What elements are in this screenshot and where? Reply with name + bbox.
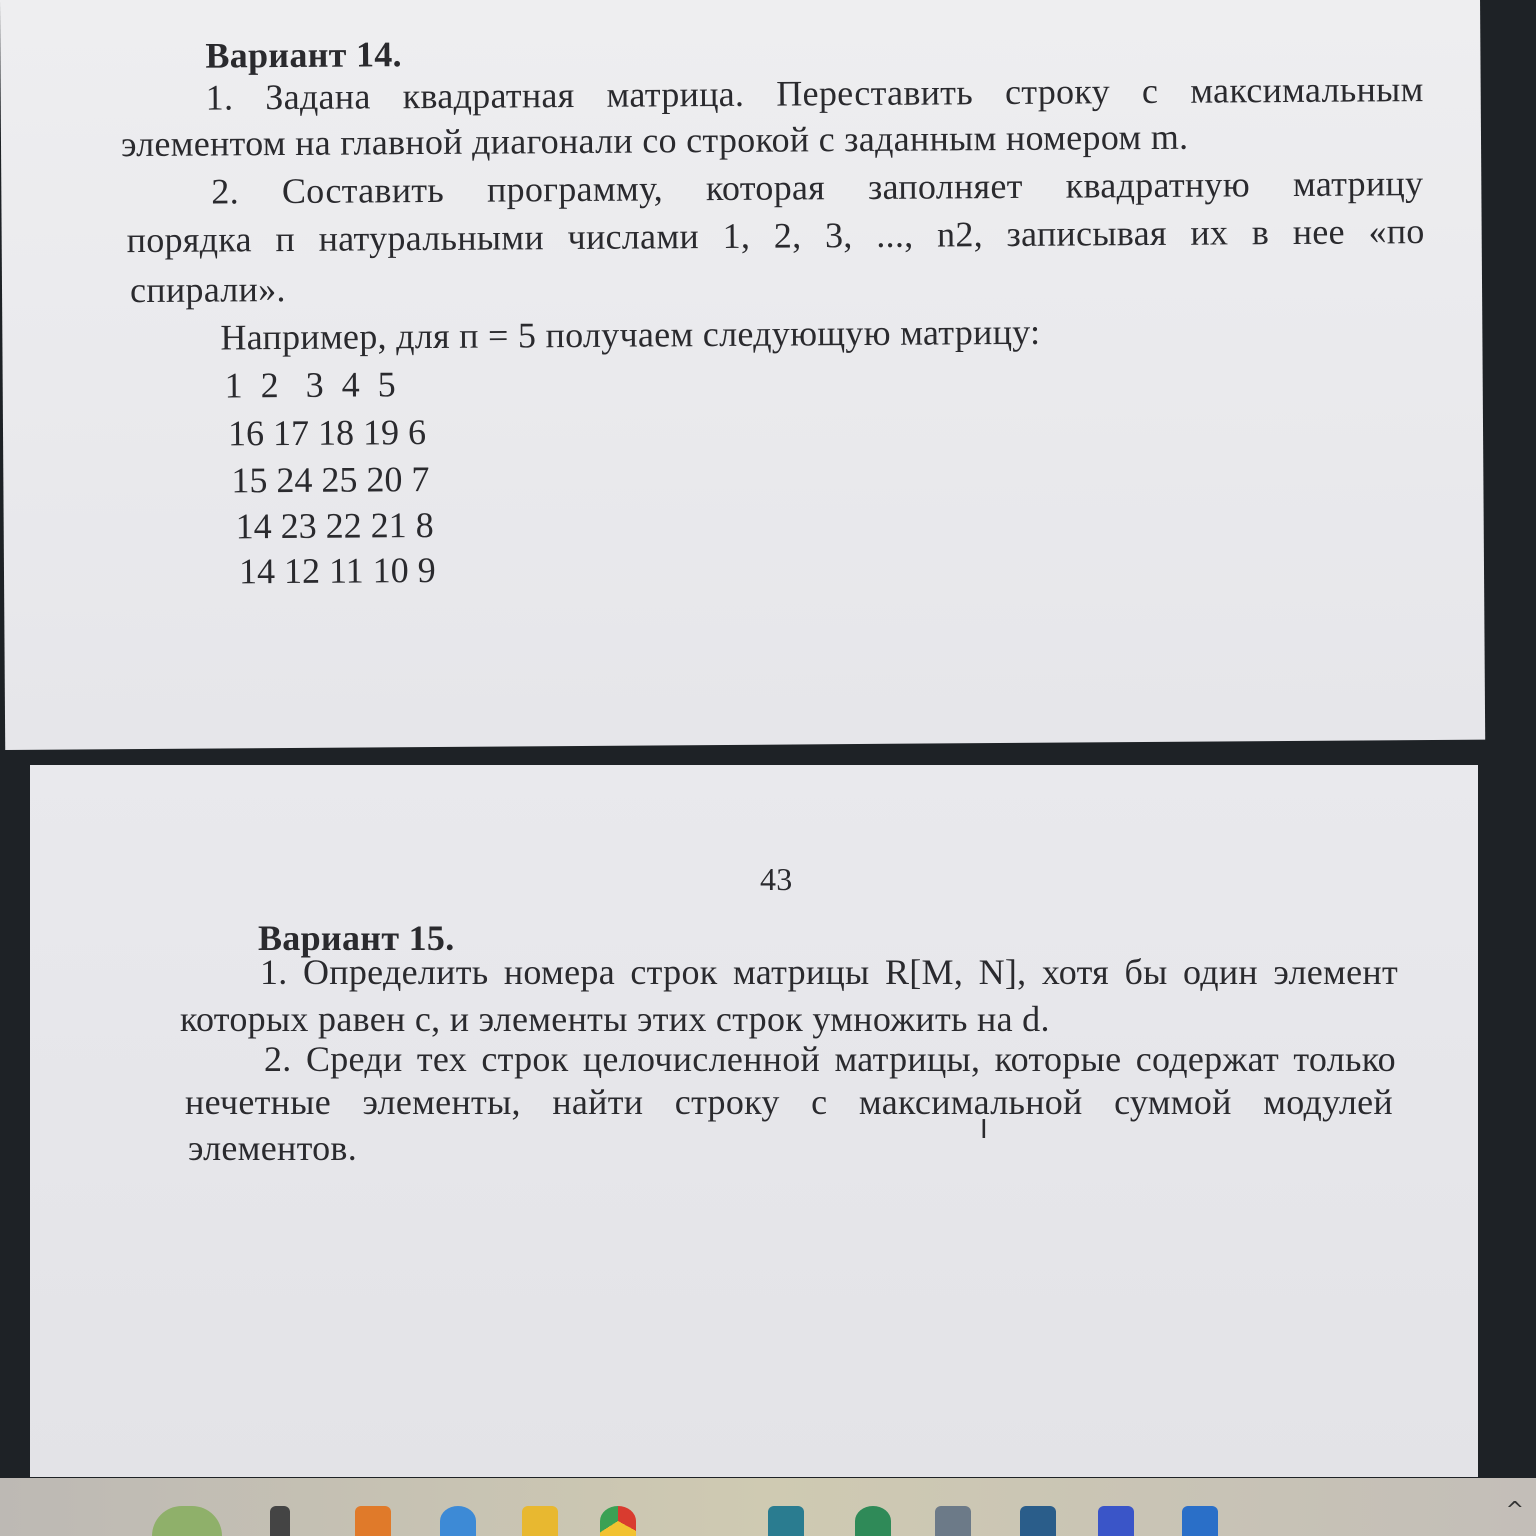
task-line: 2. Составить программу, которая заполняет квадратную матрицу <box>211 163 1424 212</box>
document-page-variant-14 <box>0 0 1485 750</box>
matrix-row: 15 24 25 20 7 <box>231 459 430 501</box>
task-line: 2. Среди тех строк целочисленной матрицы, которые содержат только <box>264 1039 1396 1079</box>
app-o-icon[interactable] <box>1098 1506 1134 1536</box>
calendar-icon[interactable] <box>935 1506 971 1536</box>
word-icon[interactable] <box>1182 1506 1218 1536</box>
task-line: элементов. <box>188 1128 358 1168</box>
maps-icon[interactable] <box>152 1506 222 1536</box>
m-app-icon[interactable] <box>1020 1506 1056 1536</box>
browser-k-icon[interactable] <box>440 1506 476 1536</box>
page-number: 43 <box>760 861 793 897</box>
matrix-row: 16 17 18 19 6 <box>227 412 427 454</box>
taskbar <box>0 1478 1536 1536</box>
app-icon[interactable] <box>768 1506 804 1536</box>
chevron-up-icon[interactable]: ^ <box>1505 1498 1524 1523</box>
folder-icon[interactable] <box>522 1506 558 1536</box>
task-line: которых равен с, и элементы этих строк умножить на d. <box>180 999 1050 1039</box>
whatsapp-icon[interactable] <box>855 1506 891 1536</box>
task-line: порядка п натуральными числами 1, 2, 3, ..., n2, записывая их в нее «по <box>126 211 1425 261</box>
document-page-variant-15 <box>30 765 1478 1477</box>
matrix-row: 14 12 11 10 9 <box>238 549 436 592</box>
example-intro: Например, для п = 5 получаем следующую матрицу: <box>220 311 1041 358</box>
task-line: нечетные элементы, найти строку с максимальной суммой модулей <box>185 1082 1393 1122</box>
task-line: 1. Задана квадратная матрица. Переставить строку с максимальным <box>205 69 1424 118</box>
task-line: спирали». <box>129 269 286 311</box>
variant-14-title: Вариант 14. <box>205 34 403 76</box>
camera-icon[interactable] <box>355 1506 391 1536</box>
matrix-row: 1 2 3 4 5 <box>224 364 396 406</box>
chrome-icon[interactable] <box>600 1506 636 1536</box>
variant-15-title: Вариант 15. <box>258 918 455 958</box>
matrix-row: 14 23 22 21 8 <box>235 504 434 547</box>
text-cursor-icon: I <box>980 1115 988 1145</box>
notepad-icon[interactable] <box>270 1506 290 1536</box>
task-line: элементом на главной диагонали со строкой с заданным номером m. <box>120 116 1189 165</box>
task-line: 1. Определить номера строк матрицы R[M, N], хотя бы один элемент <box>260 952 1398 992</box>
